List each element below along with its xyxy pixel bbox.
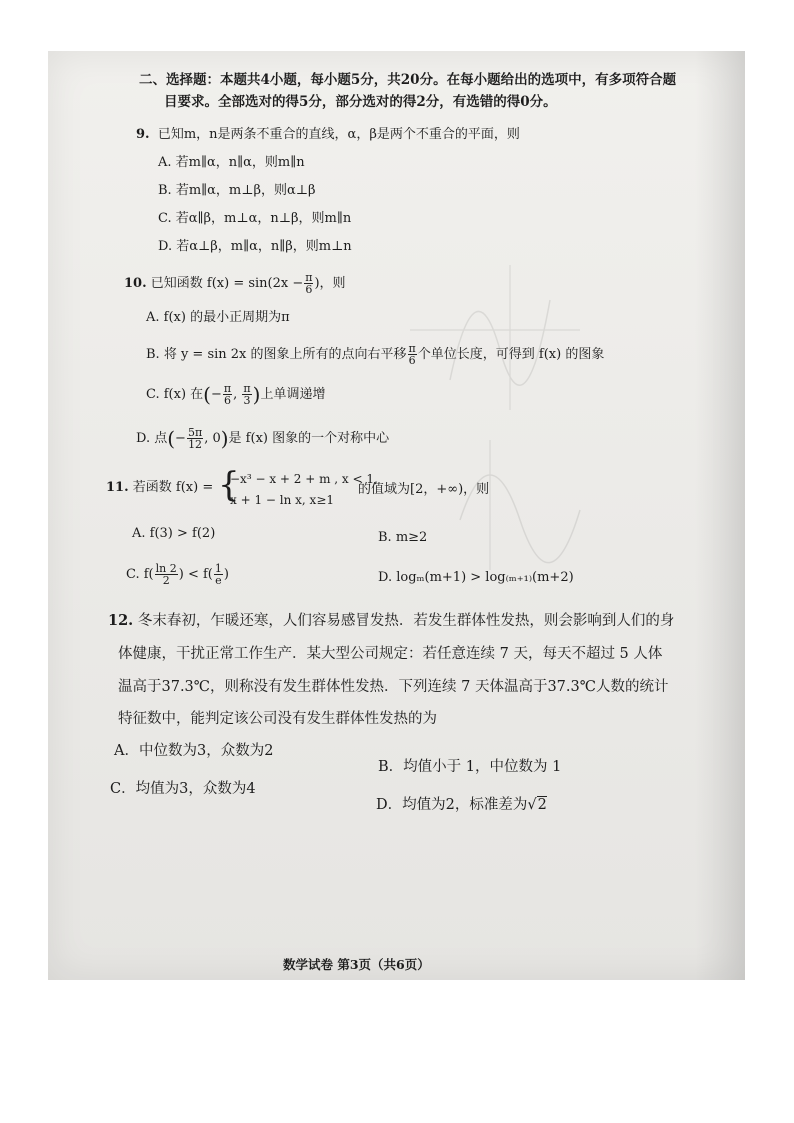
question-12-line2: 体健康，干扰正常工作生产．某大型公司规定：若任意连续 7 天，每天不超过 5 人体 <box>118 646 663 662</box>
q9-option-c: C. 若α∥β，m⊥α，n⊥β，则m∥n <box>158 211 352 226</box>
question-text: 若函数 f(x) = <box>132 480 214 495</box>
question-12-line3: 温高于37.3℃，则称没有发生群体性发热．下列连续 7 天体温高于37.3℃人数的统计 <box>118 679 669 695</box>
q11-option-d: D. logₘ(m+1) > log₍ₘ₊₁₎(m+2) <box>378 570 574 585</box>
question-number: 12. <box>108 612 134 629</box>
question-12-line1 <box>108 612 674 630</box>
question-10-stem: 10. 已知函数 f(x) = sin(2x − $\frac{\pi}{6}$ )，则 <box>124 271 346 296</box>
piecewise-case-1: −x³ − x + 2 + m , x < 1, <box>230 472 378 486</box>
fraction: $\frac{\pi}{6}$ <box>408 342 416 367</box>
question-number: 10. <box>124 276 147 291</box>
piecewise-brace: { <box>218 465 240 505</box>
q10-option-d: D. 点(− $\frac{5\pi}{12}$ , 0)是 f(x) 图象的一个对称中心 <box>136 426 390 451</box>
fraction: $\frac{\pi}{6}$ <box>305 271 313 296</box>
q10-option-a: A. f(x) 的最小正周期为π <box>146 310 290 325</box>
page-footer: 数学试卷 第3页（共6页） <box>283 957 430 972</box>
section-title-line2: 目要求。全部选对的得5分，部分选对的得2分，有选错的得0分。 <box>164 94 557 110</box>
question-11-stem-left <box>106 480 213 496</box>
q10-option-c: C. f(x) 在(− $\frac{\pi}{6}$ , $\frac{\pi}{3}$ )上单调递增 <box>146 382 326 407</box>
fraction: $\frac{\pi}{6}$ <box>223 382 232 407</box>
question-number: 9. <box>136 127 150 142</box>
fraction: $\frac{1}{e}$ <box>214 562 222 587</box>
q9-option-d: D. 若α⊥β，m∥α，n∥β，则m⊥n <box>158 239 352 254</box>
q12-option-b: B．均值小于 1，中位数为 1 <box>378 759 562 775</box>
question-text: 已知m，n是两条不重合的直线，α，β是两个不重合的平面，则 <box>157 127 520 142</box>
q9-option-a: A. 若m∥α，n∥α，则m∥n <box>158 155 305 170</box>
question-number: 11. <box>106 480 129 495</box>
q12-option-c: C．均值为3，众数为4 <box>110 781 256 797</box>
question-text: 冬末春初，乍暖还寒，人们容易感冒发热．若发生群体性发热，则会影响到人们的身 <box>137 613 675 629</box>
piecewise-case-2: x + 1 − ln x, x≥1 <box>230 493 335 507</box>
q9-option-b: B. 若m∥α，m⊥β，则α⊥β <box>158 183 316 198</box>
fraction: $\frac{5\pi}{12}$ <box>187 426 203 451</box>
fraction: $\frac{\ln 2}{2}$ <box>155 562 177 587</box>
q11-option-a: A. f(3) > f(2) <box>132 526 216 541</box>
question-text: 已知函数 f(x) = sin(2x − <box>150 276 304 291</box>
q12-option-a: A．中位数为3，众数为2 <box>114 743 274 759</box>
q12-option-d: D．均值为2，标准差为√2 <box>376 797 547 813</box>
q11-option-c: C. f( $\frac{\ln 2}{2}$ ) < f( $\frac{1}{e}$ ) <box>126 562 229 587</box>
question-11-stem-right: 的值域为[2，+∞)，则 <box>358 482 490 497</box>
q10-option-b: B. 将 y = sin 2x 的图象上所有的点向右平移 $\frac{\pi}{6}$ 个单位长度，可得到 f(x) 的图象 <box>146 342 605 367</box>
section-title-line1: 二、选择题：本题共4小题，每小题5分，共20分。在每小题给出的选项中，有多项符合题 <box>139 72 677 88</box>
question-9-stem <box>136 127 520 143</box>
fraction: $\frac{\pi}{3}$ <box>243 382 251 407</box>
q11-option-b: B. m≥2 <box>378 530 428 545</box>
question-12-line4: 特征数中，能判定该公司没有发生群体性发热的为 <box>118 711 437 727</box>
